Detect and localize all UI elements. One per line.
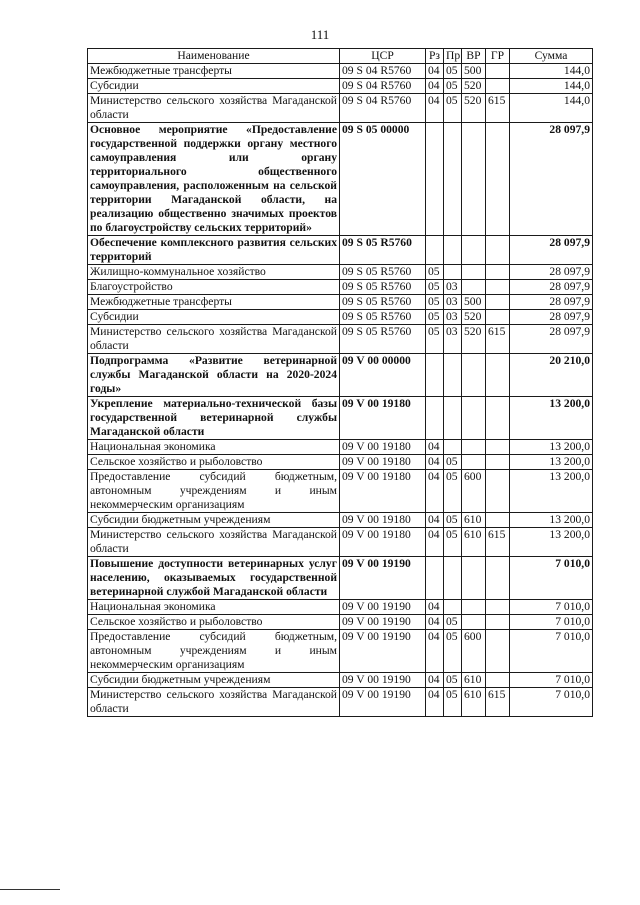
cell-pr <box>444 440 462 455</box>
cell-name: Укрепление материально-технической базы государственной ветеринарной службы Магаданской области <box>88 397 340 440</box>
cell-gr <box>486 455 510 470</box>
cell-rz: 04 <box>426 513 444 528</box>
cell-pr: 05 <box>444 615 462 630</box>
cell-name: Субсидии <box>88 79 340 94</box>
cell-sum: 7 010,0 <box>510 673 593 688</box>
cell-sum: 28 097,9 <box>510 325 593 354</box>
header-vr: ВР <box>462 49 486 64</box>
cell-gr <box>486 123 510 236</box>
footer-rule <box>0 889 60 890</box>
cell-vr: 520 <box>462 94 486 123</box>
cell-gr <box>486 513 510 528</box>
cell-rz: 05 <box>426 310 444 325</box>
cell-name: Предоставление субсидий бюджетным, автономным учреждениям и иным некоммерческим организациям <box>88 470 340 513</box>
cell-csr: 09 S 05 R5760 <box>340 295 426 310</box>
cell-csr: 09 V 00 19180 <box>340 470 426 513</box>
cell-name: Повышение доступности ветеринарных услуг населению, оказываемых государственной ветеринарной службой Магаданской области <box>88 557 340 600</box>
cell-vr: 500 <box>462 295 486 310</box>
cell-vr <box>462 615 486 630</box>
cell-rz: 04 <box>426 94 444 123</box>
table-row <box>88 615 593 630</box>
cell-csr: 09 S 05 00000 <box>340 123 426 236</box>
cell-gr <box>486 265 510 280</box>
cell-sum: 28 097,9 <box>510 280 593 295</box>
cell-name: Субсидии бюджетным учреждениям <box>88 513 340 528</box>
page-number: 111 <box>310 27 330 42</box>
cell-vr: 520 <box>462 79 486 94</box>
cell-vr: 610 <box>462 688 486 717</box>
cell-csr: 09 V 00 19190 <box>340 673 426 688</box>
cell-rz: 04 <box>426 64 444 79</box>
cell-pr: 05 <box>444 630 462 673</box>
cell-csr: 09 V 00 19190 <box>340 557 426 600</box>
table-body <box>88 64 593 717</box>
cell-csr: 09 V 00 19180 <box>340 528 426 557</box>
cell-sum: 7 010,0 <box>510 630 593 673</box>
cell-sum: 7 010,0 <box>510 688 593 717</box>
cell-rz: 04 <box>426 528 444 557</box>
cell-gr <box>486 470 510 513</box>
cell-csr: 09 V 00 00000 <box>340 354 426 397</box>
cell-vr: 610 <box>462 528 486 557</box>
cell-sum: 144,0 <box>510 94 593 123</box>
table-row <box>88 265 593 280</box>
table-row <box>88 236 593 265</box>
cell-csr: 09 S 04 R5760 <box>340 64 426 79</box>
cell-sum: 144,0 <box>510 79 593 94</box>
cell-rz <box>426 397 444 440</box>
cell-csr: 09 V 00 19180 <box>340 513 426 528</box>
cell-gr <box>486 79 510 94</box>
header-rz: Рз <box>426 49 444 64</box>
cell-pr: 05 <box>444 513 462 528</box>
cell-pr: 05 <box>444 79 462 94</box>
cell-csr: 09 S 05 R5760 <box>340 280 426 295</box>
cell-name: Министерство сельского хозяйства Магаданской области <box>88 325 340 354</box>
cell-name: Министерство сельского хозяйства Магаданской области <box>88 688 340 717</box>
cell-vr: 520 <box>462 325 486 354</box>
header-name: Наименование <box>88 49 340 64</box>
cell-rz <box>426 236 444 265</box>
cell-vr <box>462 440 486 455</box>
cell-vr <box>462 265 486 280</box>
cell-sum: 13 200,0 <box>510 440 593 455</box>
table-row <box>88 310 593 325</box>
cell-gr: 615 <box>486 325 510 354</box>
cell-sum: 13 200,0 <box>510 470 593 513</box>
table-row <box>88 513 593 528</box>
table-row <box>88 470 593 513</box>
cell-name: Министерство сельского хозяйства Магаданской области <box>88 94 340 123</box>
cell-pr: 05 <box>444 688 462 717</box>
table-row <box>88 557 593 600</box>
cell-rz: 04 <box>426 455 444 470</box>
cell-csr: 09 V 00 19180 <box>340 397 426 440</box>
table-row <box>88 455 593 470</box>
table-row <box>88 94 593 123</box>
cell-pr: 03 <box>444 295 462 310</box>
table-row <box>88 397 593 440</box>
cell-pr: 05 <box>444 470 462 513</box>
cell-sum: 28 097,9 <box>510 295 593 310</box>
table-row <box>88 354 593 397</box>
cell-csr: 09 V 00 19190 <box>340 600 426 615</box>
cell-vr: 610 <box>462 513 486 528</box>
cell-pr: 05 <box>444 94 462 123</box>
cell-csr: 09 S 04 R5760 <box>340 94 426 123</box>
cell-sum: 13 200,0 <box>510 528 593 557</box>
cell-name: Национальная экономика <box>88 600 340 615</box>
header-csr: ЦСР <box>340 49 426 64</box>
cell-sum: 13 200,0 <box>510 455 593 470</box>
cell-vr <box>462 236 486 265</box>
cell-gr <box>486 310 510 325</box>
cell-pr <box>444 600 462 615</box>
cell-vr <box>462 397 486 440</box>
cell-rz <box>426 557 444 600</box>
cell-gr <box>486 354 510 397</box>
cell-pr <box>444 236 462 265</box>
header-pr: Пр <box>444 49 462 64</box>
cell-csr: 09 S 05 R5760 <box>340 265 426 280</box>
cell-sum: 28 097,9 <box>510 236 593 265</box>
cell-gr <box>486 280 510 295</box>
cell-name: Жилищно-коммунальное хозяйство <box>88 265 340 280</box>
cell-pr: 03 <box>444 280 462 295</box>
cell-rz: 05 <box>426 280 444 295</box>
cell-sum: 28 097,9 <box>510 310 593 325</box>
cell-vr: 600 <box>462 630 486 673</box>
table-row <box>88 688 593 717</box>
cell-csr: 09 V 00 19190 <box>340 630 426 673</box>
cell-gr <box>486 295 510 310</box>
cell-name: Предоставление субсидий бюджетным, автономным учреждениям и иным некоммерческим организациям <box>88 630 340 673</box>
cell-vr <box>462 354 486 397</box>
cell-rz: 04 <box>426 470 444 513</box>
cell-gr <box>486 615 510 630</box>
cell-csr: 09 S 05 R5760 <box>340 310 426 325</box>
table-row <box>88 64 593 79</box>
cell-name: Субсидии бюджетным учреждениям <box>88 673 340 688</box>
cell-pr: 05 <box>444 528 462 557</box>
cell-rz <box>426 354 444 397</box>
cell-vr: 600 <box>462 470 486 513</box>
cell-rz: 04 <box>426 615 444 630</box>
cell-name: Обеспечение комплексного развития сельских территорий <box>88 236 340 265</box>
cell-vr <box>462 123 486 236</box>
cell-csr: 09 S 05 R5760 <box>340 236 426 265</box>
cell-csr: 09 S 04 R5760 <box>340 79 426 94</box>
cell-name: Благоустройство <box>88 280 340 295</box>
cell-gr: 615 <box>486 528 510 557</box>
cell-vr <box>462 557 486 600</box>
cell-name: Министерство сельского хозяйства Магаданской области <box>88 528 340 557</box>
cell-csr: 09 V 00 19180 <box>340 440 426 455</box>
header-gr: ГР <box>486 49 510 64</box>
cell-name: Сельское хозяйство и рыболовство <box>88 455 340 470</box>
table-header-row <box>88 49 593 64</box>
cell-gr <box>486 673 510 688</box>
cell-vr: 520 <box>462 310 486 325</box>
cell-rz <box>426 123 444 236</box>
cell-rz: 04 <box>426 600 444 615</box>
cell-rz: 04 <box>426 440 444 455</box>
cell-gr: 615 <box>486 688 510 717</box>
cell-sum: 7 010,0 <box>510 557 593 600</box>
cell-sum: 7 010,0 <box>510 615 593 630</box>
cell-vr <box>462 600 486 615</box>
cell-csr: 09 S 05 R5760 <box>340 325 426 354</box>
header-sum: Сумма <box>510 49 593 64</box>
cell-name: Основное мероприятие «Предоставление государственной поддержки органу местного самоуправления или органу территориального общественного самоуправления, расположенным на сельской территории Магаданской области, на реализацию общественно значимых проектов по благоустройству сельских территорий» <box>88 123 340 236</box>
cell-vr <box>462 455 486 470</box>
cell-csr: 09 V 00 19190 <box>340 615 426 630</box>
cell-pr: 05 <box>444 455 462 470</box>
cell-rz: 04 <box>426 673 444 688</box>
cell-gr <box>486 440 510 455</box>
cell-gr: 615 <box>486 94 510 123</box>
cell-gr <box>486 236 510 265</box>
cell-rz: 04 <box>426 630 444 673</box>
cell-rz: 04 <box>426 79 444 94</box>
cell-rz: 05 <box>426 295 444 310</box>
cell-sum: 20 210,0 <box>510 354 593 397</box>
cell-sum: 144,0 <box>510 64 593 79</box>
cell-name: Национальная экономика <box>88 440 340 455</box>
cell-pr <box>444 354 462 397</box>
cell-sum: 28 097,9 <box>510 265 593 280</box>
table-row <box>88 325 593 354</box>
cell-csr: 09 V 00 19190 <box>340 688 426 717</box>
cell-pr: 05 <box>444 64 462 79</box>
table-row <box>88 528 593 557</box>
cell-name: Субсидии <box>88 310 340 325</box>
cell-gr <box>486 397 510 440</box>
cell-rz: 05 <box>426 265 444 280</box>
cell-name: Сельское хозяйство и рыболовство <box>88 615 340 630</box>
cell-pr <box>444 265 462 280</box>
table-row <box>88 600 593 615</box>
cell-rz: 05 <box>426 325 444 354</box>
cell-vr <box>462 280 486 295</box>
cell-sum: 13 200,0 <box>510 397 593 440</box>
cell-vr: 500 <box>462 64 486 79</box>
table-row <box>88 280 593 295</box>
cell-csr: 09 V 00 19180 <box>340 455 426 470</box>
cell-gr <box>486 600 510 615</box>
cell-gr <box>486 557 510 600</box>
cell-pr: 03 <box>444 310 462 325</box>
cell-sum: 13 200,0 <box>510 513 593 528</box>
table-row <box>88 440 593 455</box>
cell-pr <box>444 397 462 440</box>
cell-vr: 610 <box>462 673 486 688</box>
cell-pr <box>444 123 462 236</box>
cell-name: Межбюджетные трансферты <box>88 64 340 79</box>
cell-rz: 04 <box>426 688 444 717</box>
table-row <box>88 673 593 688</box>
cell-pr: 05 <box>444 673 462 688</box>
cell-sum: 7 010,0 <box>510 600 593 615</box>
table-row <box>88 295 593 310</box>
table-row <box>88 630 593 673</box>
cell-pr: 03 <box>444 325 462 354</box>
cell-gr <box>486 64 510 79</box>
table-row <box>88 123 593 236</box>
cell-name: Межбюджетные трансферты <box>88 295 340 310</box>
cell-name: Подпрограмма «Развитие ветеринарной службы Магаданской области на 2020-2024 годы» <box>88 354 340 397</box>
table-row <box>88 79 593 94</box>
cell-sum: 28 097,9 <box>510 123 593 236</box>
cell-gr <box>486 630 510 673</box>
cell-pr <box>444 557 462 600</box>
budget-table <box>87 48 593 717</box>
